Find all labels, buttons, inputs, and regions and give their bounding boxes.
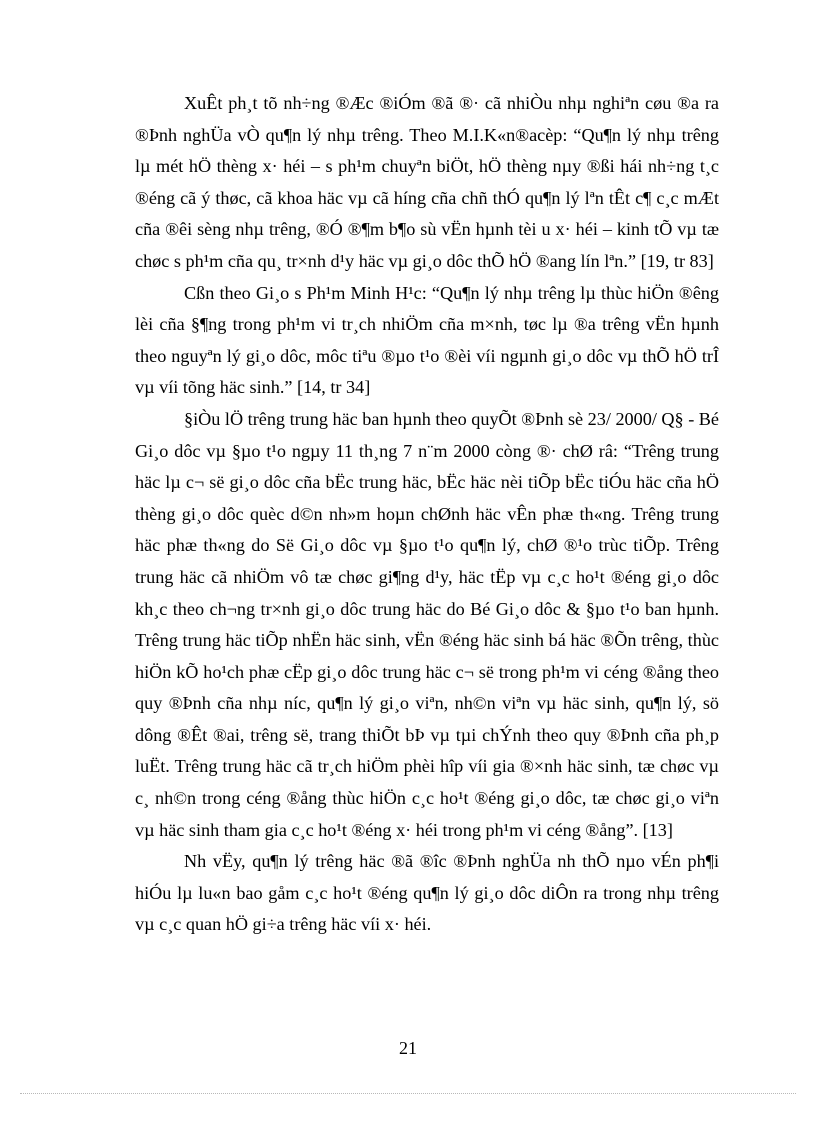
- paragraph-school-charter: §iÒu lÖ trêng trung häc ban hµnh theo quyÕt ®Þnh sè 23/ 2000/ Q§ - Bé Gi¸o dôc vµ §µo t¹o ngµy 11 th¸ng 7 n¨m 2000 còng ®· chØ râ: “Trêng trung häc lµ c¬ së gi¸o dôc cña bËc trung häc, bËc häc nèi tiÕp bËc tiÓu häc cña hÖ thèng gi¸o dôc quèc d©n nh»m hoµn chØnh häc vÊn phæ th«ng. Trêng trung häc phæ th«ng do Së Gi¸o dôc vµ §µo t¹o qu¶n lý, chØ ®¹o trùc tiÕp. Trêng trung häc cã nhiÖm vô tæ chøc gi¶ng d¹y, häc tËp vµ c¸c ho¹t ®éng gi¸o dôc kh¸c theo ch¬ng tr×nh gi¸o dôc trung häc do Bé Gi¸o dôc & §µo t¹o ban hµnh. Trêng trung häc tiÕp nhËn häc sinh, vËn ®éng häc sinh bá häc ®Õn trêng, thùc hiÖn kÕ ho¹ch phæ cËp gi¸o dôc trung häc c¬ së trong ph¹m vi céng ®ång theo quy ®Þnh cña nhµ níc, qu¶n lý gi¸o viªn, nh©n viªn vµ häc sinh, qu¶n lý, sö dông ®Êt ®ai, trêng së, trang thiÕt bÞ vµ tµi chÝnh theo quy ®Þnh cña ph¸p luËt. Trêng trung häc cã tr¸ch hiÖm phèi hîp víi gia ®×nh häc sinh, tæ chøc vµ c¸ nh©n trong céng ®ång thùc hiÖn c¸c ho¹t ®éng gi¸o dôc, tæ chøc gi¸o viªn vµ häc sinh tham gia c¸c ho¹t ®éng x· héi trong ph¹m vi céng ®ång”. [13]: [135, 408, 719, 840]
- body-text: [135, 88, 719, 941]
- paragraph-definition-pham-minh-hac: Cßn theo Gi¸o s Ph¹m Minh H¹c: “Qu¶n lý nhµ trêng lµ thùc hiÖn ®êng lèi cña §¶ng trong ph¹m vi tr¸ch nhiÖm cña m×nh, tøc lµ ®a trêng vËn hµnh theo nguyªn lý gi¸o dôc, môc tiªu ®µo t¹o ®èi víi ngµnh gi¸o dôc vµ thÕ hÖ trÎ vµ víi tõng häc sinh.” [14, tr 34]: [135, 282, 719, 398]
- page-number: 21: [399, 1038, 417, 1058]
- paragraph-conclusion: Nh vËy, qu¶n lý trêng häc ®ã ®îc ®Þnh nghÜa nh thÕ nµo vÉn ph¶i hiÓu lµ lu«n bao gåm c¸c ho¹t ®éng qu¶n lý gi¸o dôc diÔn ra trong nhµ trêng vµ c¸c quan hÖ gi÷a trêng häc víi x· héi.: [135, 851, 719, 935]
- page-bottom-border: [20, 1093, 796, 1094]
- paragraph-definition-kondakov: XuÊt ph¸t tõ nh÷ng ®Æc ®iÓm ®ã ®· cã nhiÒu nhµ nghiªn cøu ®a ra ®Þnh nghÜa vÒ qu¶n lý nhµ trêng. Theo M.I.K«n®acèp: “Qu¶n lý nhµ trêng lµ mét hÖ thèng x· héi – s ph¹m chuyªn biÖt, hÖ thèng nµy ®ßi hái nh÷ng t¸c ®éng cã ý thøc, cã khoa häc vµ cã híng cña chñ thÓ qu¶n lý lªn tÊt c¶ c¸c mÆt cña ®êi sèng nhµ trêng, ®Ó ®¶m b¶o sù vËn hµnh tèi u x· héi – kinh tÕ vµ tæ chøc s ph¹m cña qu¸ tr×nh d¹y häc vµ gi¸o dôc thÕ hÖ ®ang lín lªn.” [19, tr 83]: [135, 93, 719, 271]
